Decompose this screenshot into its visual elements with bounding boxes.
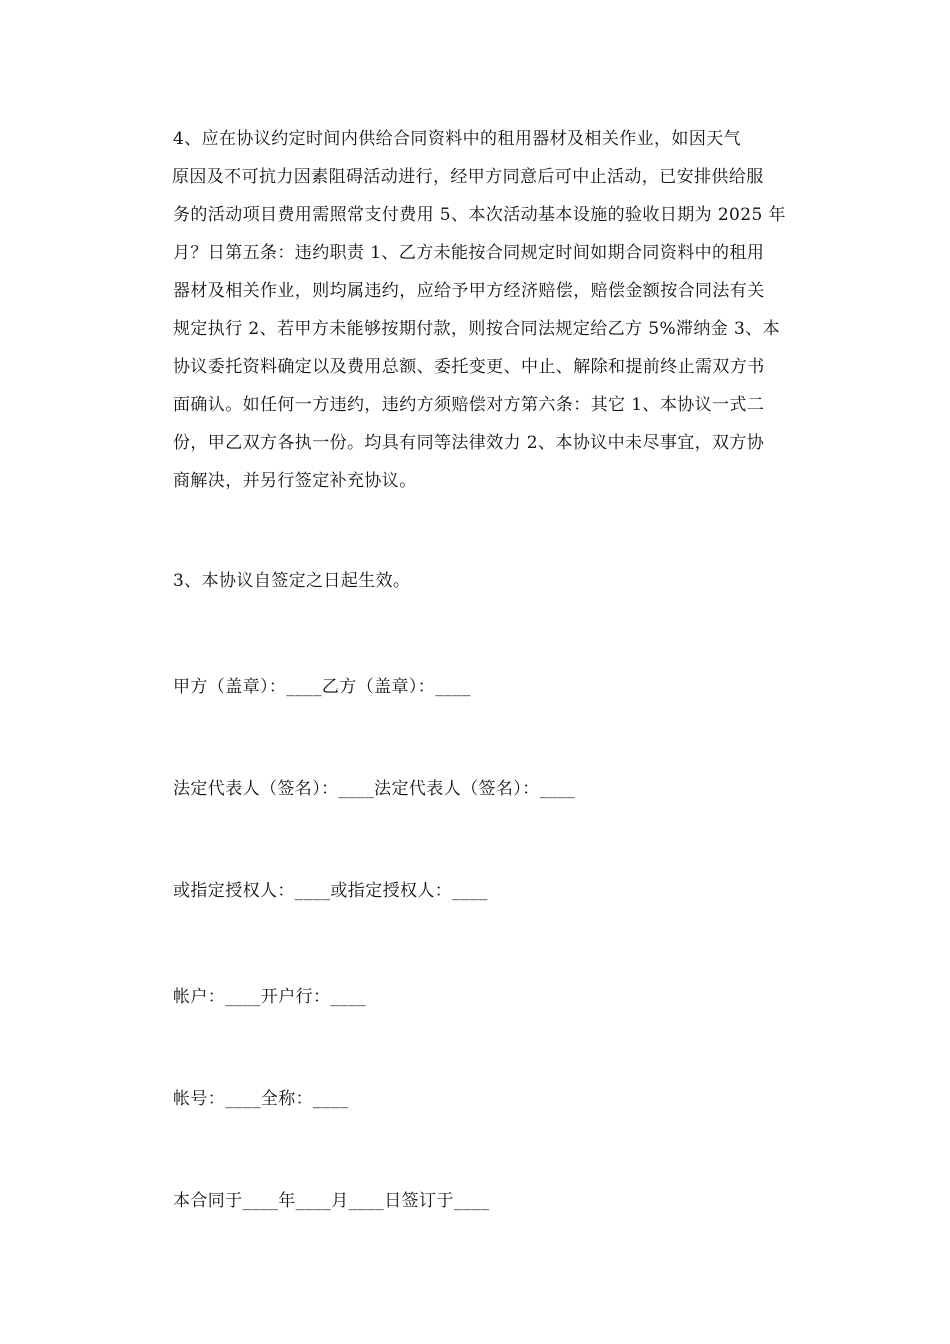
account-number-line: 帐号：____全称：____	[173, 1089, 349, 1109]
signing-date-line: 本合同于____年____月____日签订于____	[173, 1191, 490, 1211]
paragraph-line: 务的活动项目费用需照常支付费用 5、本次活动基本设施的验收日期为 2025 年	[173, 205, 786, 225]
seal-signature-line: 甲方（盖章）：____乙方（盖章）：____	[173, 677, 471, 697]
paragraph-line: 商解决，并另行签定补充协议。	[173, 471, 417, 491]
legal-representative-line: 法定代表人（签名）：____法定代表人（签名）：____	[173, 779, 576, 799]
bank-account-line: 帐户：____开户行：____	[173, 987, 366, 1007]
effective-clause: 3、本协议自签定之日起生效。	[173, 571, 411, 591]
paragraph-line: 面确认。如任何一方违约，违约方须赔偿对方第六条：其它 1、本协议一式二	[173, 395, 765, 415]
paragraph-line: 月？日第五条：违约职责 1、乙方未能按合同规定时间如期合同资料中的租用	[173, 243, 765, 263]
contract-paragraph	[173, 120, 813, 500]
paragraph-line: 协议委托资料确定以及费用总额、委托变更、中止、解除和提前终止需双方书	[173, 357, 765, 377]
paragraph-line: 原因及不可抗力因素阻碍活动进行，经甲方同意后可中止活动，已安排供给服	[172, 167, 764, 187]
paragraph-line: 器材及相关作业，则均属违约，应给予甲方经济赔偿，赔偿金额按合同法有关	[173, 281, 765, 301]
authorized-person-line: 或指定授权人：____或指定授权人：____	[173, 881, 488, 901]
paragraph-line: 规定执行 2、若甲方未能够按期付款，则按合同法规定给乙方 5%滞纳金 3、本	[173, 319, 781, 339]
paragraph-line: 份，甲乙双方各执一份。均具有同等法律效力 2、本协议中未尽事宜，双方协	[173, 433, 765, 453]
paragraph-line: 4、应在协议约定时间内供给合同资料中的租用器材及相关作业，如因天气	[173, 129, 742, 149]
